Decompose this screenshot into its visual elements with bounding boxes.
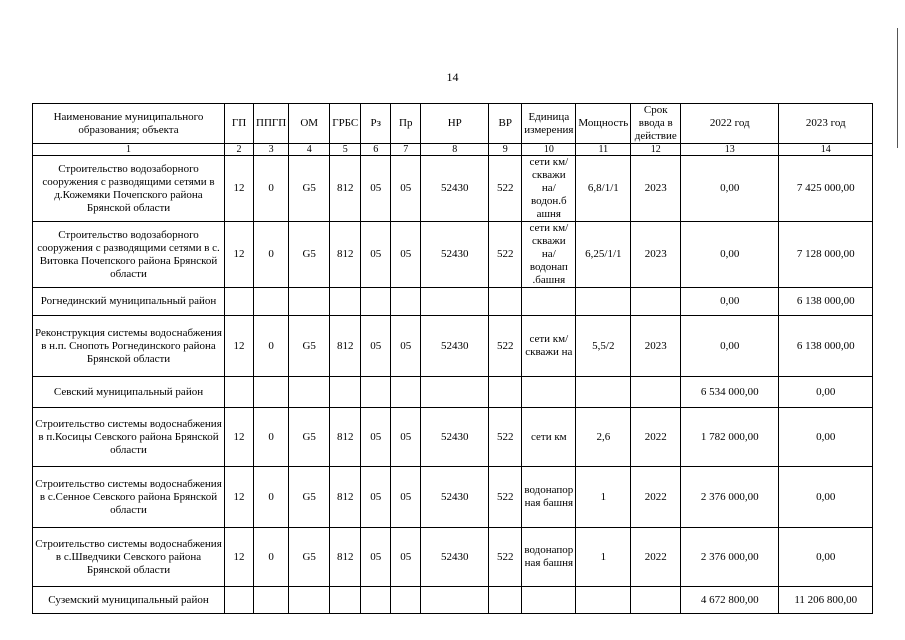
cell-pr xyxy=(391,377,421,408)
cell-rz xyxy=(361,377,391,408)
cell-nr xyxy=(421,288,489,316)
cell-om xyxy=(289,288,330,316)
header-vr: ВР xyxy=(489,104,522,144)
cell-grbs: 812 xyxy=(330,467,361,528)
cell-pr: 05 xyxy=(391,528,421,587)
cell-pr: 05 xyxy=(391,222,421,288)
column-number: 6 xyxy=(361,144,391,156)
cell-unit xyxy=(522,288,576,316)
cell-vr: 522 xyxy=(489,467,522,528)
column-number: 4 xyxy=(289,144,330,156)
cell-gp xyxy=(225,587,254,614)
column-number: 7 xyxy=(391,144,421,156)
cell-y2023: 7 425 000,00 xyxy=(779,156,873,222)
cell-unit xyxy=(522,587,576,614)
cell-ppgp: 0 xyxy=(254,156,289,222)
table-row xyxy=(33,377,873,408)
table-row xyxy=(33,222,873,288)
cell-rz: 05 xyxy=(361,222,391,288)
cell-om: G5 xyxy=(289,222,330,288)
column-number: 3 xyxy=(254,144,289,156)
cell-grbs: 812 xyxy=(330,316,361,377)
cell-nr: 52430 xyxy=(421,467,489,528)
cell-ppgp: 0 xyxy=(254,316,289,377)
cell-vr: 522 xyxy=(489,156,522,222)
cell-om: G5 xyxy=(289,528,330,587)
cell-name: Строительство водозаборного сооружения с разводящими сетями в с. Витовка Почепского района Брянской области xyxy=(33,222,225,288)
cell-y2022: 1 782 000,00 xyxy=(681,408,779,467)
cell-rz: 05 xyxy=(361,528,391,587)
page-number: 14 xyxy=(446,70,459,84)
cell-pr: 05 xyxy=(391,408,421,467)
cell-y2022: 0,00 xyxy=(681,288,779,316)
header-ppgp: ППГП xyxy=(254,104,289,144)
header-rz: Рз xyxy=(361,104,391,144)
column-number: 9 xyxy=(489,144,522,156)
header-gp: ГП xyxy=(225,104,254,144)
cell-y2023: 6 138 000,00 xyxy=(779,316,873,377)
column-number: 5 xyxy=(330,144,361,156)
cell-pr: 05 xyxy=(391,156,421,222)
cell-om xyxy=(289,377,330,408)
column-number: 2 xyxy=(225,144,254,156)
cell-pr xyxy=(391,587,421,614)
cell-grbs xyxy=(330,377,361,408)
header-name: Наименование муниципального образования; объекта xyxy=(33,104,225,144)
cell-nr: 52430 xyxy=(421,222,489,288)
cell-ppgp xyxy=(254,587,289,614)
cell-nr xyxy=(421,587,489,614)
cell-pr: 05 xyxy=(391,467,421,528)
cell-term xyxy=(631,377,681,408)
table-row xyxy=(33,316,873,377)
cell-term: 2022 xyxy=(631,528,681,587)
cell-ppgp: 0 xyxy=(254,467,289,528)
column-number: 14 xyxy=(779,144,873,156)
cell-om: G5 xyxy=(289,467,330,528)
cell-vr: 522 xyxy=(489,222,522,288)
cell-unit xyxy=(522,377,576,408)
cell-name: Суземский муниципальный район xyxy=(33,587,225,614)
header-2022: 2022 год xyxy=(681,104,779,144)
cell-y2022: 2 376 000,00 xyxy=(681,528,779,587)
cell-grbs: 812 xyxy=(330,222,361,288)
column-number: 13 xyxy=(681,144,779,156)
cell-power: 1 xyxy=(576,528,631,587)
cell-unit: сети км/скважи на xyxy=(522,316,576,377)
cell-nr: 52430 xyxy=(421,316,489,377)
cell-unit: водонапор ная башня xyxy=(522,467,576,528)
cell-term: 2023 xyxy=(631,222,681,288)
cell-unit: сети км/скважи на/водонап .башня xyxy=(522,222,576,288)
cell-unit: сети км xyxy=(522,408,576,467)
cell-nr: 52430 xyxy=(421,156,489,222)
cell-y2022: 0,00 xyxy=(681,316,779,377)
cell-term: 2022 xyxy=(631,408,681,467)
column-number: 8 xyxy=(421,144,489,156)
header-unit: Единица измерения xyxy=(522,104,576,144)
cell-gp xyxy=(225,377,254,408)
cell-y2022: 0,00 xyxy=(681,156,779,222)
cell-rz: 05 xyxy=(361,467,391,528)
column-number: 11 xyxy=(576,144,631,156)
cell-pr xyxy=(391,288,421,316)
cell-power: 6,8/1/1 xyxy=(576,156,631,222)
cell-y2023: 6 138 000,00 xyxy=(779,288,873,316)
cell-name: Строительство системы водоснабжения в с.Сенное Севского района Брянской области xyxy=(33,467,225,528)
header-pr: Пр xyxy=(391,104,421,144)
cell-pr: 05 xyxy=(391,316,421,377)
cell-y2022: 0,00 xyxy=(681,222,779,288)
cell-term xyxy=(631,288,681,316)
table-row xyxy=(33,467,873,528)
cell-nr: 52430 xyxy=(421,408,489,467)
cell-om: G5 xyxy=(289,316,330,377)
cell-vr xyxy=(489,587,522,614)
column-number-row xyxy=(33,144,873,156)
cell-term: 2023 xyxy=(631,156,681,222)
cell-grbs xyxy=(330,288,361,316)
cell-name: Строительство системы водоснабжения в с.Шведчики Севского района Брянской области xyxy=(33,528,225,587)
cell-gp: 12 xyxy=(225,156,254,222)
cell-ppgp xyxy=(254,288,289,316)
cell-y2023: 0,00 xyxy=(779,528,873,587)
cell-rz: 05 xyxy=(361,408,391,467)
cell-power: 5,5/2 xyxy=(576,316,631,377)
table-row xyxy=(33,156,873,222)
cell-y2023: 7 128 000,00 xyxy=(779,222,873,288)
cell-term xyxy=(631,587,681,614)
cell-om: G5 xyxy=(289,408,330,467)
cell-om: G5 xyxy=(289,156,330,222)
cell-y2023: 0,00 xyxy=(779,377,873,408)
cell-vr: 522 xyxy=(489,528,522,587)
cell-y2023: 0,00 xyxy=(779,467,873,528)
cell-gp: 12 xyxy=(225,467,254,528)
header-2023: 2023 год xyxy=(779,104,873,144)
cell-name: Реконструкция системы водоснабжения в н.п. Снопоть Рогнединского района Брянской области xyxy=(33,316,225,377)
cell-gp: 12 xyxy=(225,316,254,377)
header-row xyxy=(33,104,873,144)
cell-nr xyxy=(421,377,489,408)
column-number: 10 xyxy=(522,144,576,156)
cell-gp: 12 xyxy=(225,528,254,587)
cell-vr: 522 xyxy=(489,408,522,467)
column-number: 1 xyxy=(33,144,225,156)
cell-ppgp: 0 xyxy=(254,528,289,587)
header-term: Срок ввода в действие xyxy=(631,104,681,144)
cell-y2023: 0,00 xyxy=(779,408,873,467)
cell-rz xyxy=(361,587,391,614)
cell-name: Рогнединский муниципальный район xyxy=(33,288,225,316)
cell-rz xyxy=(361,288,391,316)
page-edge-line xyxy=(897,28,898,148)
cell-vr: 522 xyxy=(489,316,522,377)
cell-om xyxy=(289,587,330,614)
cell-vr xyxy=(489,377,522,408)
cell-vr xyxy=(489,288,522,316)
cell-gp: 12 xyxy=(225,408,254,467)
cell-ppgp: 0 xyxy=(254,222,289,288)
cell-y2022: 2 376 000,00 xyxy=(681,467,779,528)
cell-ppgp: 0 xyxy=(254,408,289,467)
cell-unit: водонапор ная башня xyxy=(522,528,576,587)
cell-power xyxy=(576,377,631,408)
cell-gp xyxy=(225,288,254,316)
budget-table xyxy=(32,103,873,614)
cell-grbs: 812 xyxy=(330,408,361,467)
cell-nr: 52430 xyxy=(421,528,489,587)
cell-power: 6,25/1/1 xyxy=(576,222,631,288)
column-number: 12 xyxy=(631,144,681,156)
cell-y2023: 11 206 800,00 xyxy=(779,587,873,614)
cell-power xyxy=(576,288,631,316)
table-row xyxy=(33,288,873,316)
cell-power: 1 xyxy=(576,467,631,528)
cell-term: 2022 xyxy=(631,467,681,528)
cell-gp: 12 xyxy=(225,222,254,288)
cell-rz: 05 xyxy=(361,316,391,377)
cell-grbs xyxy=(330,587,361,614)
cell-unit: сети км/скважи на/водон.б ашня xyxy=(522,156,576,222)
cell-name: Строительство водозаборного сооружения с разводящими сетями в д.Кожемяки Почепского района Брянской области xyxy=(33,156,225,222)
cell-ppgp xyxy=(254,377,289,408)
cell-power xyxy=(576,587,631,614)
header-power: Мощность xyxy=(576,104,631,144)
header-nr: НР xyxy=(421,104,489,144)
cell-name: Севский муниципальный район xyxy=(33,377,225,408)
cell-grbs: 812 xyxy=(330,156,361,222)
table-row xyxy=(33,587,873,614)
cell-grbs: 812 xyxy=(330,528,361,587)
table-row xyxy=(33,528,873,587)
cell-rz: 05 xyxy=(361,156,391,222)
cell-y2022: 4 672 800,00 xyxy=(681,587,779,614)
cell-power: 2,6 xyxy=(576,408,631,467)
cell-y2022: 6 534 000,00 xyxy=(681,377,779,408)
table-row xyxy=(33,408,873,467)
cell-term: 2023 xyxy=(631,316,681,377)
header-grbs: ГРБС xyxy=(330,104,361,144)
header-om: ОМ xyxy=(289,104,330,144)
cell-name: Строительство системы водоснабжения в п.Косицы Севского района Брянской области xyxy=(33,408,225,467)
